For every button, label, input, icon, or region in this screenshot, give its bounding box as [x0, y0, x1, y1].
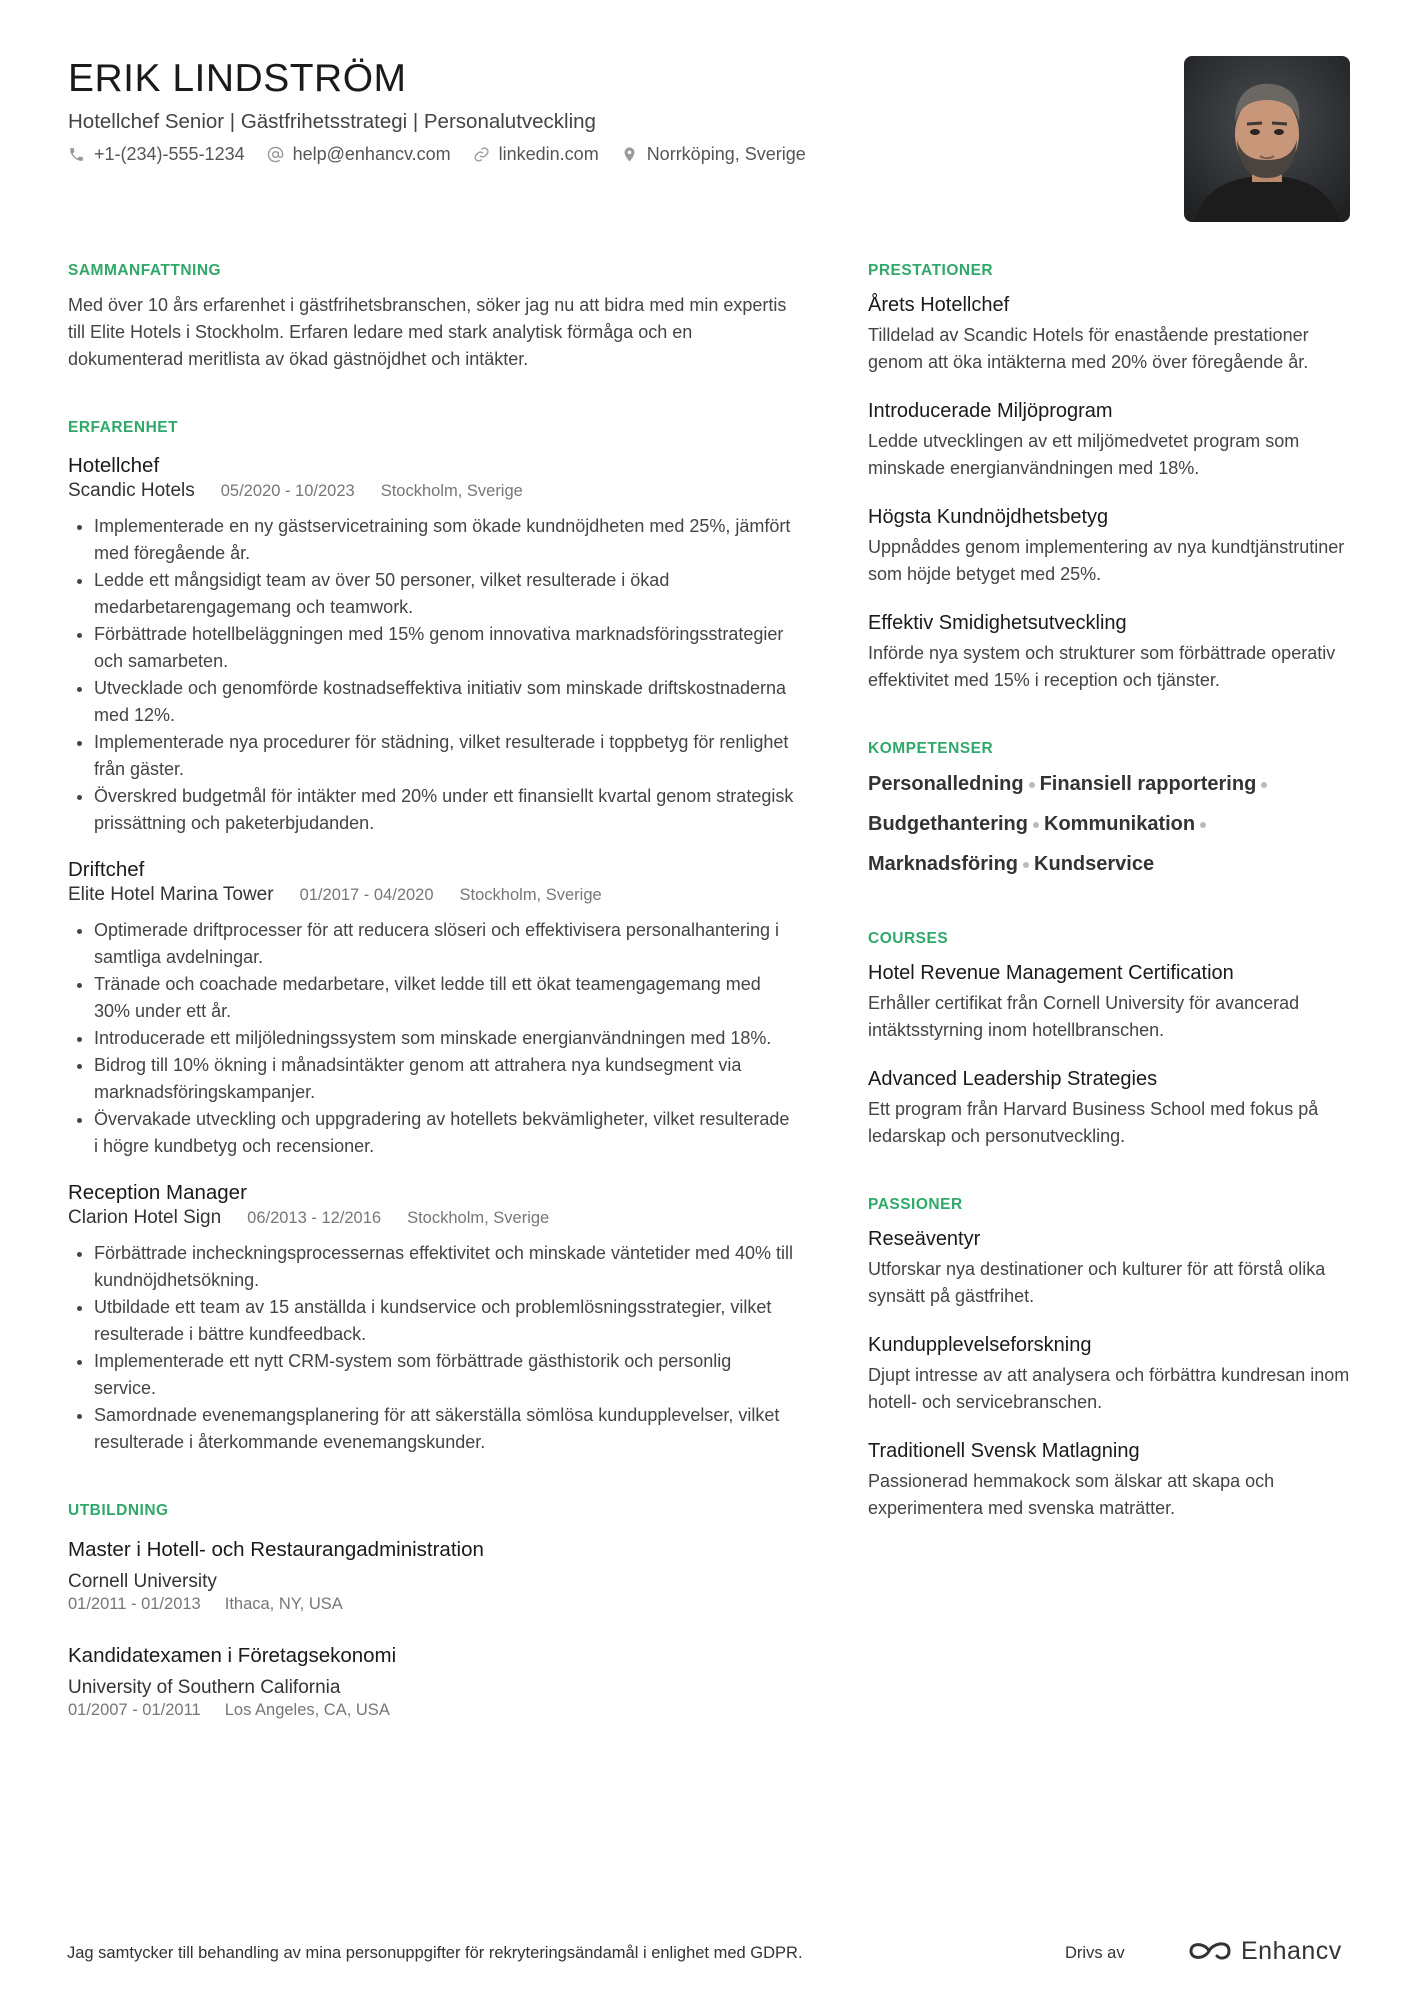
skill-tag: Kundservice — [1034, 853, 1155, 875]
portrait-image — [1184, 56, 1350, 222]
skill-tag: Kommunikation — [1044, 813, 1196, 835]
passion-item — [868, 1438, 1358, 1522]
job-company: Scandic Hotels — [68, 480, 195, 501]
bullet-item: • Övervakade utveckling och uppgradering av hotellets bekvämligheter, vilket resulterade i högre kundbetyg och recensioner. — [94, 1106, 796, 1160]
education-meta — [68, 1700, 796, 1720]
achievement-item — [868, 504, 1358, 588]
job-title: Driftchef — [68, 858, 145, 881]
bullet-item: • Utvecklade och genomförde kostnadseffektiva initiativ som minskade driftskostnaderna med 12%. — [94, 675, 796, 729]
achievement-title: Årets Hotellchef — [868, 294, 1010, 316]
job-title: Hotellchef — [68, 454, 160, 477]
experience-section — [68, 417, 796, 1456]
passion-title: Reseäventyr — [868, 1228, 981, 1250]
email-text: help@enhancv.com — [292, 144, 451, 164]
education-school: Cornell University — [68, 1571, 217, 1592]
summary-heading: SAMMANFATTNING — [68, 262, 222, 279]
resume-header — [68, 56, 1068, 167]
passion-item — [868, 1226, 1358, 1310]
job-title: Reception Manager — [68, 1181, 247, 1204]
summary-text: Med över 10 års erfarenhet i gästfrihetsbranschen, söker jag nu att bidra med min expertis till Elite Hotels i Stockholm. Erfaren ledare med stark analytisk förmåga och en dokumenterad meritlista av ökad gästnöjdhet och intäkter. — [68, 295, 787, 369]
education-item — [68, 1642, 796, 1720]
education-item — [68, 1536, 796, 1614]
bullet-item: • Implementerade en ny gästservicetraining som ökade kundnöjdheten med 25%, jämfört med föregående år. — [94, 513, 796, 567]
job-bullets — [68, 917, 796, 1160]
bullet-item: • Introducerade ett miljöledningssystem som minskade energianvändningen med 18%. — [94, 1025, 796, 1052]
contact-info — [68, 141, 1068, 167]
bullet-item: • Ledde ett mångsidigt team av över 50 personer, vilket resulterade i ökad medarbetarengagemang och teamwork. — [94, 567, 796, 621]
bullet-item: • Implementerade nya procedurer för städning, vilket resulterade i toppbetyg för renlighet från gäster. — [94, 729, 796, 783]
achievement-item — [868, 398, 1358, 482]
skills-list — [868, 764, 1358, 884]
contact-location — [621, 141, 806, 167]
achievement-title: Högsta Kundnöjdhetsbetyg — [868, 506, 1109, 528]
job-meta — [68, 883, 796, 907]
achievement-desc: Tilldelad av Scandic Hotels för enastående prestationer genom att öka intäkterna med 20% över föregående år. — [868, 325, 1309, 372]
course-title: Hotel Revenue Management Certification — [868, 962, 1234, 984]
bullet-item: • Bidrog till 10% ökning i månadsintäkter genom att attrahera nya kundsegment via marknadsföringskampanjer. — [94, 1052, 796, 1106]
achievement-item — [868, 292, 1358, 376]
link-icon — [473, 146, 490, 163]
job-meta — [68, 1206, 796, 1230]
courses-section — [868, 928, 1358, 1150]
skills-heading: KOMPETENSER — [868, 740, 994, 757]
course-item — [868, 960, 1358, 1044]
education-section — [68, 1500, 796, 1720]
at-icon — [267, 146, 284, 163]
left-column — [68, 260, 796, 1720]
passions-section — [868, 1194, 1358, 1522]
separator-dot — [1200, 822, 1206, 828]
separator-dot — [1033, 822, 1039, 828]
bullet-item: • Implementerade ett nytt CRM-system som förbättrade gästhistorik och personlig service. — [94, 1348, 796, 1402]
brand-name: Enhancv — [1241, 1937, 1342, 1965]
contact-linkedin[interactable] — [473, 141, 599, 167]
achievement-desc: Uppnåddes genom implementering av nya kundtjänstrutiner som höjde betyget med 25%. — [868, 537, 1345, 584]
passions-heading: PASSIONER — [868, 1196, 963, 1213]
job-bullets — [68, 1240, 796, 1456]
bullet-item: • Tränade och coachade medarbetare, vilket ledde till ett ökat teamengagemang med 30% under ett år. — [94, 971, 796, 1025]
achievement-title: Introducerade Miljöprogram — [868, 400, 1113, 422]
course-title: Advanced Leadership Strategies — [868, 1068, 1158, 1090]
passion-desc: Passionerad hemmakock som älskar att skapa och experimentera med svenska maträtter. — [868, 1471, 1275, 1518]
bullet-item: • Förbättrade hotellbeläggningen med 15% genom innovativa marknadsföringsstrategier och samarbeten. — [94, 621, 796, 675]
experience-heading: ERFARENHET — [68, 419, 179, 436]
bullet-item: • Förbättrade incheckningsprocessernas effektivitet och minskade väntetider med 40% till kundnöjdhetsökning. — [94, 1240, 796, 1294]
candidate-headline: Hotellchef Senior | Gästfrihetsstrategi | Personalutveckling — [68, 110, 596, 133]
passion-desc: Djupt intresse av att analysera och förbättra kundresan inom hotell- och servicebranschen. — [868, 1365, 1350, 1412]
education-school: University of Southern California — [68, 1677, 341, 1698]
achievements-heading: PRESTATIONER — [868, 262, 994, 279]
education-degree: Kandidatexamen i Företagsekonomi — [68, 1644, 397, 1667]
education-meta — [68, 1594, 796, 1614]
education-dates: 01/2011 - 01/2013 — [68, 1595, 201, 1613]
contact-phone[interactable] — [68, 141, 245, 167]
education-heading: UTBILDNING — [68, 1502, 169, 1519]
linkedin-text: linkedin.com — [498, 144, 599, 164]
skill-tag: Personalledning — [868, 773, 1024, 795]
right-column — [868, 260, 1358, 1522]
infinity-logo-icon — [1187, 1938, 1233, 1964]
achievement-title: Effektiv Smidighetsutveckling — [868, 612, 1127, 634]
job-company: Clarion Hotel Sign — [68, 1207, 222, 1228]
job-location: Stockholm, Sverige — [380, 482, 523, 500]
bullet-item: • Samordnade evenemangsplanering för att säkerställa sömlösa kundupplevelser, vilket resulterade i återkommande evenemangskunder. — [94, 1402, 796, 1456]
achievement-item — [868, 610, 1358, 694]
achievement-desc: Ledde utvecklingen av ett miljömedvetet program som minskade energianvändningen med 18%. — [868, 431, 1300, 478]
education-dates: 01/2007 - 01/2011 — [68, 1701, 201, 1719]
summary-section — [68, 260, 796, 373]
skill-tag: Marknadsföring — [868, 853, 1019, 875]
job-dates: 06/2013 - 12/2016 — [247, 1209, 382, 1227]
phone-icon — [68, 146, 85, 163]
powered-by-label: Drivs av — [1065, 1944, 1125, 1962]
job-bullets — [68, 513, 796, 837]
job-location: Stockholm, Sverige — [459, 886, 602, 904]
bullet-item: • Överskred budgetmål för intäkter med 20% under ett finansiellt kvartal genom strategisk prissättning och paketerbjudanden. — [94, 783, 796, 837]
separator-dot — [1029, 782, 1035, 788]
skill-tag: Budgethantering — [868, 813, 1028, 835]
contact-email[interactable] — [267, 141, 451, 167]
education-location: Los Angeles, CA, USA — [224, 1701, 390, 1719]
brand-logo[interactable] — [1187, 1935, 1342, 1967]
candidate-name: ERIK LINDSTRÖM — [68, 57, 407, 100]
separator-dot — [1261, 782, 1267, 788]
education-degree: Master i Hotell- och Restaurangadministration — [68, 1538, 484, 1561]
bullet-item: • Optimerade driftprocesser för att reducera slöseri och effektivisera personalhantering i samtliga avdelningar. — [94, 917, 796, 971]
job-dates: 05/2020 - 10/2023 — [220, 482, 355, 500]
bullet-item: • Utbildade ett team av 15 anställda i kundservice och problemlösningsstrategier, vilket resulterade i bättre kundfeedback. — [94, 1294, 796, 1348]
education-location: Ithaca, NY, USA — [224, 1595, 343, 1613]
experience-item — [68, 857, 796, 1160]
job-location: Stockholm, Sverige — [407, 1209, 550, 1227]
passion-desc: Utforskar nya destinationer och kulturer för att förstå olika synsätt på gästfrihet. — [868, 1259, 1326, 1306]
experience-item — [68, 453, 796, 837]
job-dates: 01/2017 - 04/2020 — [299, 886, 434, 904]
profile-photo — [1184, 56, 1350, 222]
course-desc: Erhåller certifikat från Cornell University för avancerad intäktsstyrning inom hotellbranschen. — [868, 993, 1300, 1040]
location-pin-icon — [621, 146, 638, 163]
course-desc: Ett program från Harvard Business School med fokus på ledarskap och personutveckling. — [868, 1099, 1319, 1146]
location-text: Norrköping, Sverige — [646, 144, 806, 164]
separator-dot — [1023, 862, 1029, 868]
achievement-desc: Införde nya system och strukturer som förbättrade operativ effektivitet med 15% i reception och tjänster. — [868, 643, 1336, 690]
passion-item — [868, 1332, 1358, 1416]
job-meta — [68, 479, 796, 503]
skills-section — [868, 738, 1358, 884]
passion-title: Kundupplevelseforskning — [868, 1334, 1092, 1356]
experience-item — [68, 1180, 796, 1456]
courses-heading: COURSES — [868, 930, 949, 947]
page-footer — [67, 1937, 1347, 1971]
passion-title: Traditionell Svensk Matlagning — [868, 1440, 1140, 1462]
gdpr-consent: Jag samtycker till behandling av mina personuppgifter för rekryteringsändamål i enlighet med GDPR. — [67, 1944, 803, 1962]
job-company: Elite Hotel Marina Tower — [68, 884, 274, 905]
achievements-section — [868, 260, 1358, 694]
phone-text: +1-(234)-555-1234 — [94, 144, 245, 164]
skill-tag: Finansiell rapportering — [1039, 773, 1257, 795]
course-item — [868, 1066, 1358, 1150]
